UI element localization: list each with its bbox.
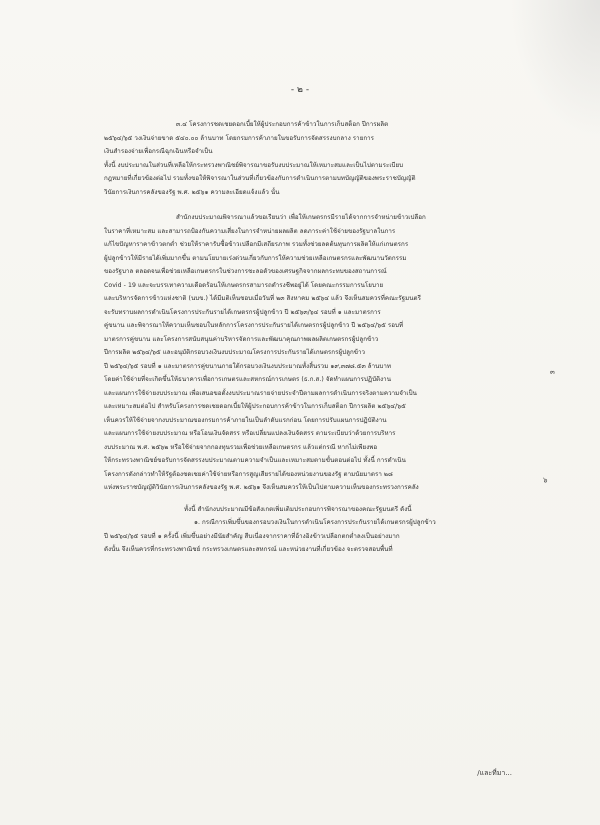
text-line: ปี ๒๕๖๔/๖๕ รอบที่ ๑ และมาตรการคู่ขนานภายใต้กรอบวงเงินงบประมาณทั้งสิ้นรวม ๑๙,๓๗๘.๕๓ ล้านบาท [104,362,392,370]
text-line: และแผนการใช้จ่ายงบประมาณ เพื่อเสนอขอตั้งงบประมาณรายจ่ายประจำปีตามผลการดำเนินการจริงตามความจำเป็น [104,389,417,397]
text-line: โดยค่าใช้จ่ายที่จะเกิดขึ้นให้ธนาคารเพื่อการเกษตรและสหกรณ์การเกษตร (ธ.ก.ส.) จัดทำแผนการปฏิบัติงาน [104,376,391,383]
text-line: ของรัฐบาล ตลอดจนเพื่อช่วยเหลือเกษตรกรในช่วงการชะลอตัวของเศรษฐกิจจากผลกระทบของสถานการณ์ [104,268,387,275]
margin-mark: ๖ [543,476,548,484]
text-line: ปีการผลิต ๒๕๖๔/๖๕ และอนุมัติกรอบวงเงินงบประมาณโครงการประกันรายได้เกษตรกรผู้ปลูกข้าว [104,349,366,356]
text-line: และเหมาะสมต่อไป สำหรับโครงการชดเชยดอกเบี้ยให้ผู้ประกอบการค้าข้าวในการเก็บสต็อก ปีการผลิต ๒๕๖๔/๖๕ [104,403,406,410]
text-line: ดังนั้น จึงเห็นควรที่กระทรวงพาณิชย์ กระทรวงเกษตรและสหกรณ์ และหน่วยงานที่เกี่ยวข้อง จะตรวจสอบพื้นที่ [104,546,393,553]
text-line: สำนักงบประมาณพิจารณาแล้วขอเรียนว่า เพื่อให้เกษตรกรมีรายได้จากการจำหน่ายข้าวเปลือก [176,214,426,221]
text-line: ในราคาที่เหมาะสม และสามารถป้องกันความเสี่ยงในการจำหน่ายผลผลิต ลดภาระค่าใช้จ่ายของรัฐบาลในการ [104,227,396,235]
text-line: งบประมาณ พ.ศ. ๒๕๖๒ หรือใช้จ่ายจากกองทุนรวมเพื่อช่วยเหลือเกษตรกร แล้วแต่กรณี หากไม่เพียงพอ [104,443,378,451]
text-line: แก้ไขปัญหาราคาข้าวตกต่ำ ช่วยให้ราคารับซื้อข้าวเปลือกมีเสถียรภาพ รวมทั้งช่วยลดต้นทุนการผลิตให้แก่เกษตรกร [104,241,409,248]
text-line: ๓.๔ โครงการชดเชยดอกเบี้ยให้ผู้ประกอบการค้าข้าวในการเก็บสต็อก ปีการผลิต [176,121,389,128]
text-line: และแผนการใช้จ่ายงบประมาณ หรือโอนเงินจัดสรร หรือเปลี่ยนแปลงเงินจัดสรร ตามระเบียบว่าด้วยการบริหาร [104,430,396,437]
text-line: คู่ขนาน และพิจารณาให้ความเห็นชอบในหลักการโครงการประกันรายได้เกษตรกรผู้ปลูกข้าว ปี ๒๕๖๔/๖๕ รอบที่ [104,322,404,329]
text-line: ทั้งนี้ สำนักงบประมาณมีข้อสังเกตเพิ่มเติมประกอบการพิจารณาของคณะรัฐมนตรี ดังนี้ [184,505,412,513]
text-line: เงินสำรองจ่ายเพื่อกรณีฉุกเฉินหรือจำเป็น [104,148,213,155]
margin-mark: ๓ [550,368,555,376]
text-line: ๑. กรณีการเพิ่มขึ้นของกรอบวงเงินในการดำเนินโครงการประกันรายได้เกษตรกรผู้ปลูกข้าว [194,519,436,526]
text-line: เห็นควรให้ใช้จ่ายจากงบประมาณของกรมการค้าภายในเป็นลำดับแรกก่อน โดยการปรับแผนการปฏิบัติงาน [104,416,387,424]
text-line: วินัยการเงินการคลังของรัฐ พ.ศ. ๒๕๖๑ ความละเอียดแจ้งแล้ว นั้น [104,188,280,196]
text-line: ปี ๒๕๖๔/๖๕ รอบที่ ๑ ครั้งนี้ เพิ่มขึ้นอย่างมีนัยสำคัญ สืบเนื่องจากราคาที่อ้างอิงข้าวเปลือกตกต่ำลงเป็นอย่างมาก [104,532,400,540]
text-line: ๒๕๖๔/๖๕ วงเงินจ่ายขาด ๕๔๐.๐๐ ล้านบาท โดยกรมการค้าภายในขอรับการจัดสรรงบกลาง รายการ [104,134,375,142]
continuation-note: /และที่มา... [477,769,512,777]
text-line: และบริหารจัดการข้าวแห่งชาติ (นบข.) ได้มีมติเห็นชอบเมื่อวันที่ ๒๓ สิงหาคม ๒๕๖๔ แล้ว จึงเห็นสมควรที่คณะรัฐมนตรี [104,295,421,302]
text-line: โครงการดังกล่าวทำให้รัฐต้องชดเชยค่าใช้จ่ายหรือการสูญเสียรายได้ของหน่วยงานของรัฐ ตามนัยมาตรา ๒๘ [104,470,393,478]
text-line: ผู้ปลูกข้าวให้มีรายได้เพิ่มมากขึ้น ตามนโยบายเร่งด่วนเกี่ยวกับการให้ความช่วยเหลือเกษตรกรและพัฒนานวัตกรรม [104,254,407,262]
text-line: Covid - 19 และจะบรรเทาความเดือดร้อนให้เกษตรกรสามารถดำรงชีพอยู่ได้ โดยคณะกรรมการนโยบาย [104,281,384,289]
text-line: จะรับทราบผลการดำเนินโครงการประกันรายได้เกษตรกรผู้ปลูกข้าว ปี ๒๕๖๓/๖๔ รอบที่ ๑ และมาตรการ [104,308,381,316]
text-line: มาตรการคู่ขนาน และโครงการสนับสนุนค่าบริหารจัดการและพัฒนาคุณภาพผลผลิตเกษตรกรผู้ปลูกข้าว [104,335,379,343]
document-body [104,118,534,557]
text-line: ให้กระทรวงพาณิชย์ขอรับการจัดสรรงบประมาณตามความจำเป็นและเหมาะสมตามขั้นตอนต่อไป ทั้งนี้ การดำเนิน [104,457,406,464]
page-number: - ๒ - [290,85,310,95]
text-line: แห่งพระราชบัญญัติวินัยการเงินการคลังของรัฐ พ.ศ. ๒๕๖๑ จึงเห็นสมควรให้เป็นไปตามความเห็นของกระทรวงการคลัง [104,484,419,491]
text-line: กฎหมายที่เกี่ยวข้องต่อไป รวมทั้งขอให้พิจารณาในส่วนที่เกี่ยวข้องกับการดำเนินการตามบทบัญญัติของพระราชบัญญัติ [104,175,416,182]
text-line: ทั้งนี้ งบประมาณในส่วนที่เหลือให้กระทรวงพาณิชย์พิจารณาขอรับงบประมาณให้เหมาะสมและเป็นไปตามระเบียบ [104,161,404,169]
